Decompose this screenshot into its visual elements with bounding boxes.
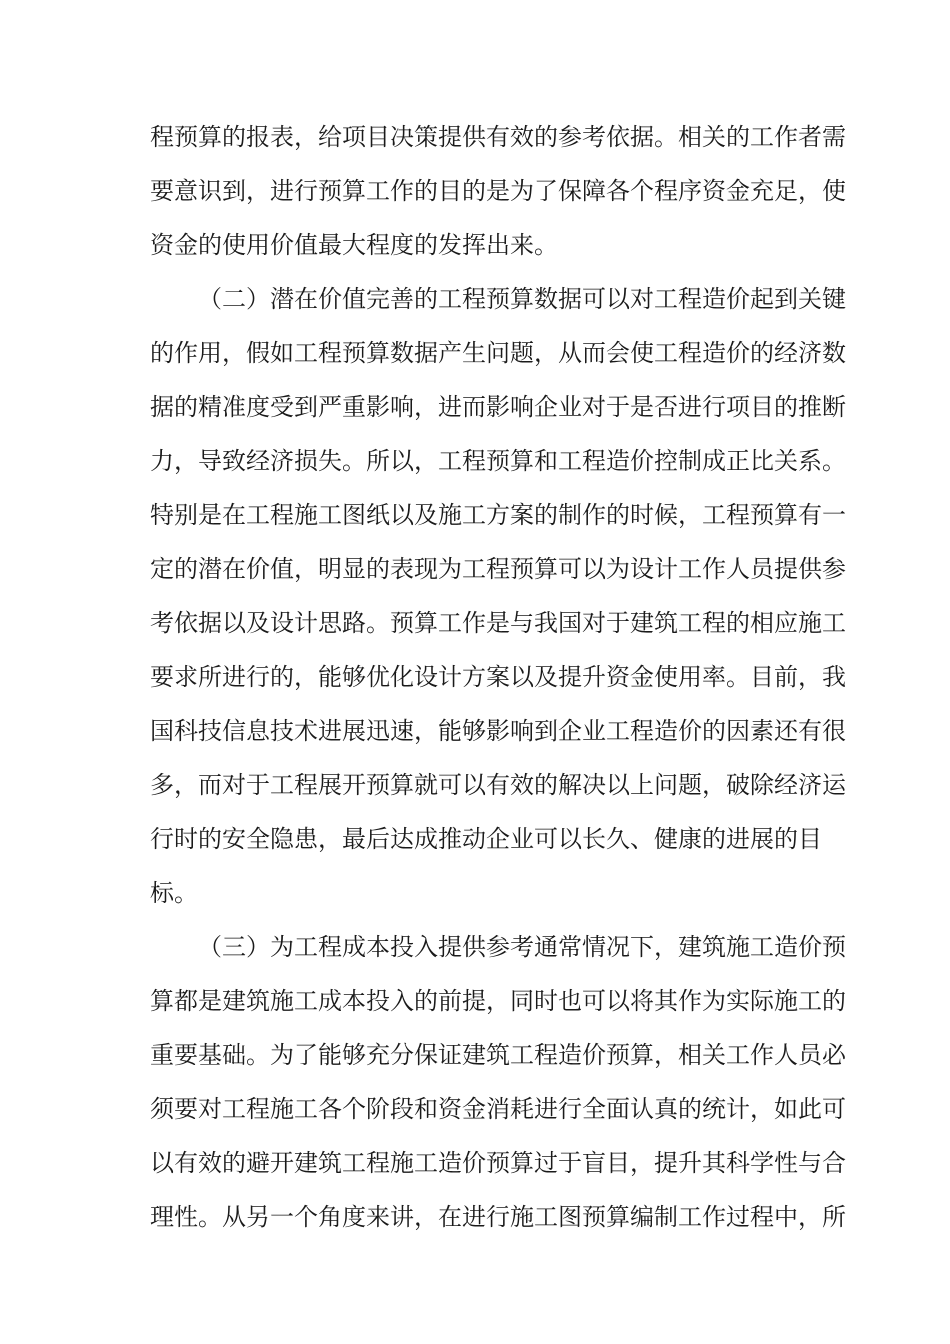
paragraph-line: 算都是建筑施工成本投入的前提，同时也可以将其作为实际施工的 xyxy=(150,987,846,1015)
paragraph-line: 国科技信息技术进展迅速，能够影响到企业工程造价的因素还有很 xyxy=(150,717,846,745)
paragraph-line: 特别是在工程施工图纸以及施工方案的制作的时候，工程预算有一 xyxy=(150,501,846,529)
paragraph-line: 力，导致经济损失。所以，工程预算和工程造价控制成正比关系。 xyxy=(150,447,846,475)
section-heading-line: （二）潜在价值完善的工程预算数据可以对工程造价起到关键 xyxy=(198,285,846,313)
paragraph-line: 理性。从另一个角度来讲，在进行施工图预算编制工作过程中，所 xyxy=(150,1203,846,1231)
paragraph-line: 程预算的报表，给项目决策提供有效的参考依据。相关的工作者需 xyxy=(150,123,846,151)
paragraph-line: 以有效的避开建筑工程施工造价预算过于盲目，提升其科学性与合 xyxy=(150,1149,846,1177)
paragraph-line: 资金的使用价值最大程度的发挥出来。 xyxy=(150,231,558,259)
paragraph-line: 据的精准度受到严重影响，进而影响企业对于是否进行项目的推断 xyxy=(150,393,846,421)
paragraph-line: 标。 xyxy=(150,879,198,907)
paragraph-line: 要求所进行的，能够优化设计方案以及提升资金使用率。目前，我 xyxy=(150,663,846,691)
paragraph-line: 行时的安全隐患，最后达成推动企业可以长久、健康的进展的目 xyxy=(150,825,822,853)
paragraph-line: 须要对工程施工各个阶段和资金消耗进行全面认真的统计，如此可 xyxy=(150,1095,846,1123)
paragraph-line: 多，而对于工程展开预算就可以有效的解决以上问题，破除经济运 xyxy=(150,771,846,799)
paragraph-line: 重要基础。为了能够充分保证建筑工程造价预算，相关工作人员必 xyxy=(150,1041,846,1069)
paragraph-line: 的作用，假如工程预算数据产生问题，从而会使工程造价的经济数 xyxy=(150,339,846,367)
paragraph-line: 定的潜在价值，明显的表现为工程预算可以为设计工作人员提供参 xyxy=(150,555,846,583)
paragraph-line: 要意识到，进行预算工作的目的是为了保障各个程序资金充足，使 xyxy=(150,177,846,205)
paragraph-line: 考依据以及设计思路。预算工作是与我国对于建筑工程的相应施工 xyxy=(150,609,846,637)
section-heading-line: （三）为工程成本投入提供参考通常情况下，建筑施工造价预 xyxy=(198,933,846,961)
